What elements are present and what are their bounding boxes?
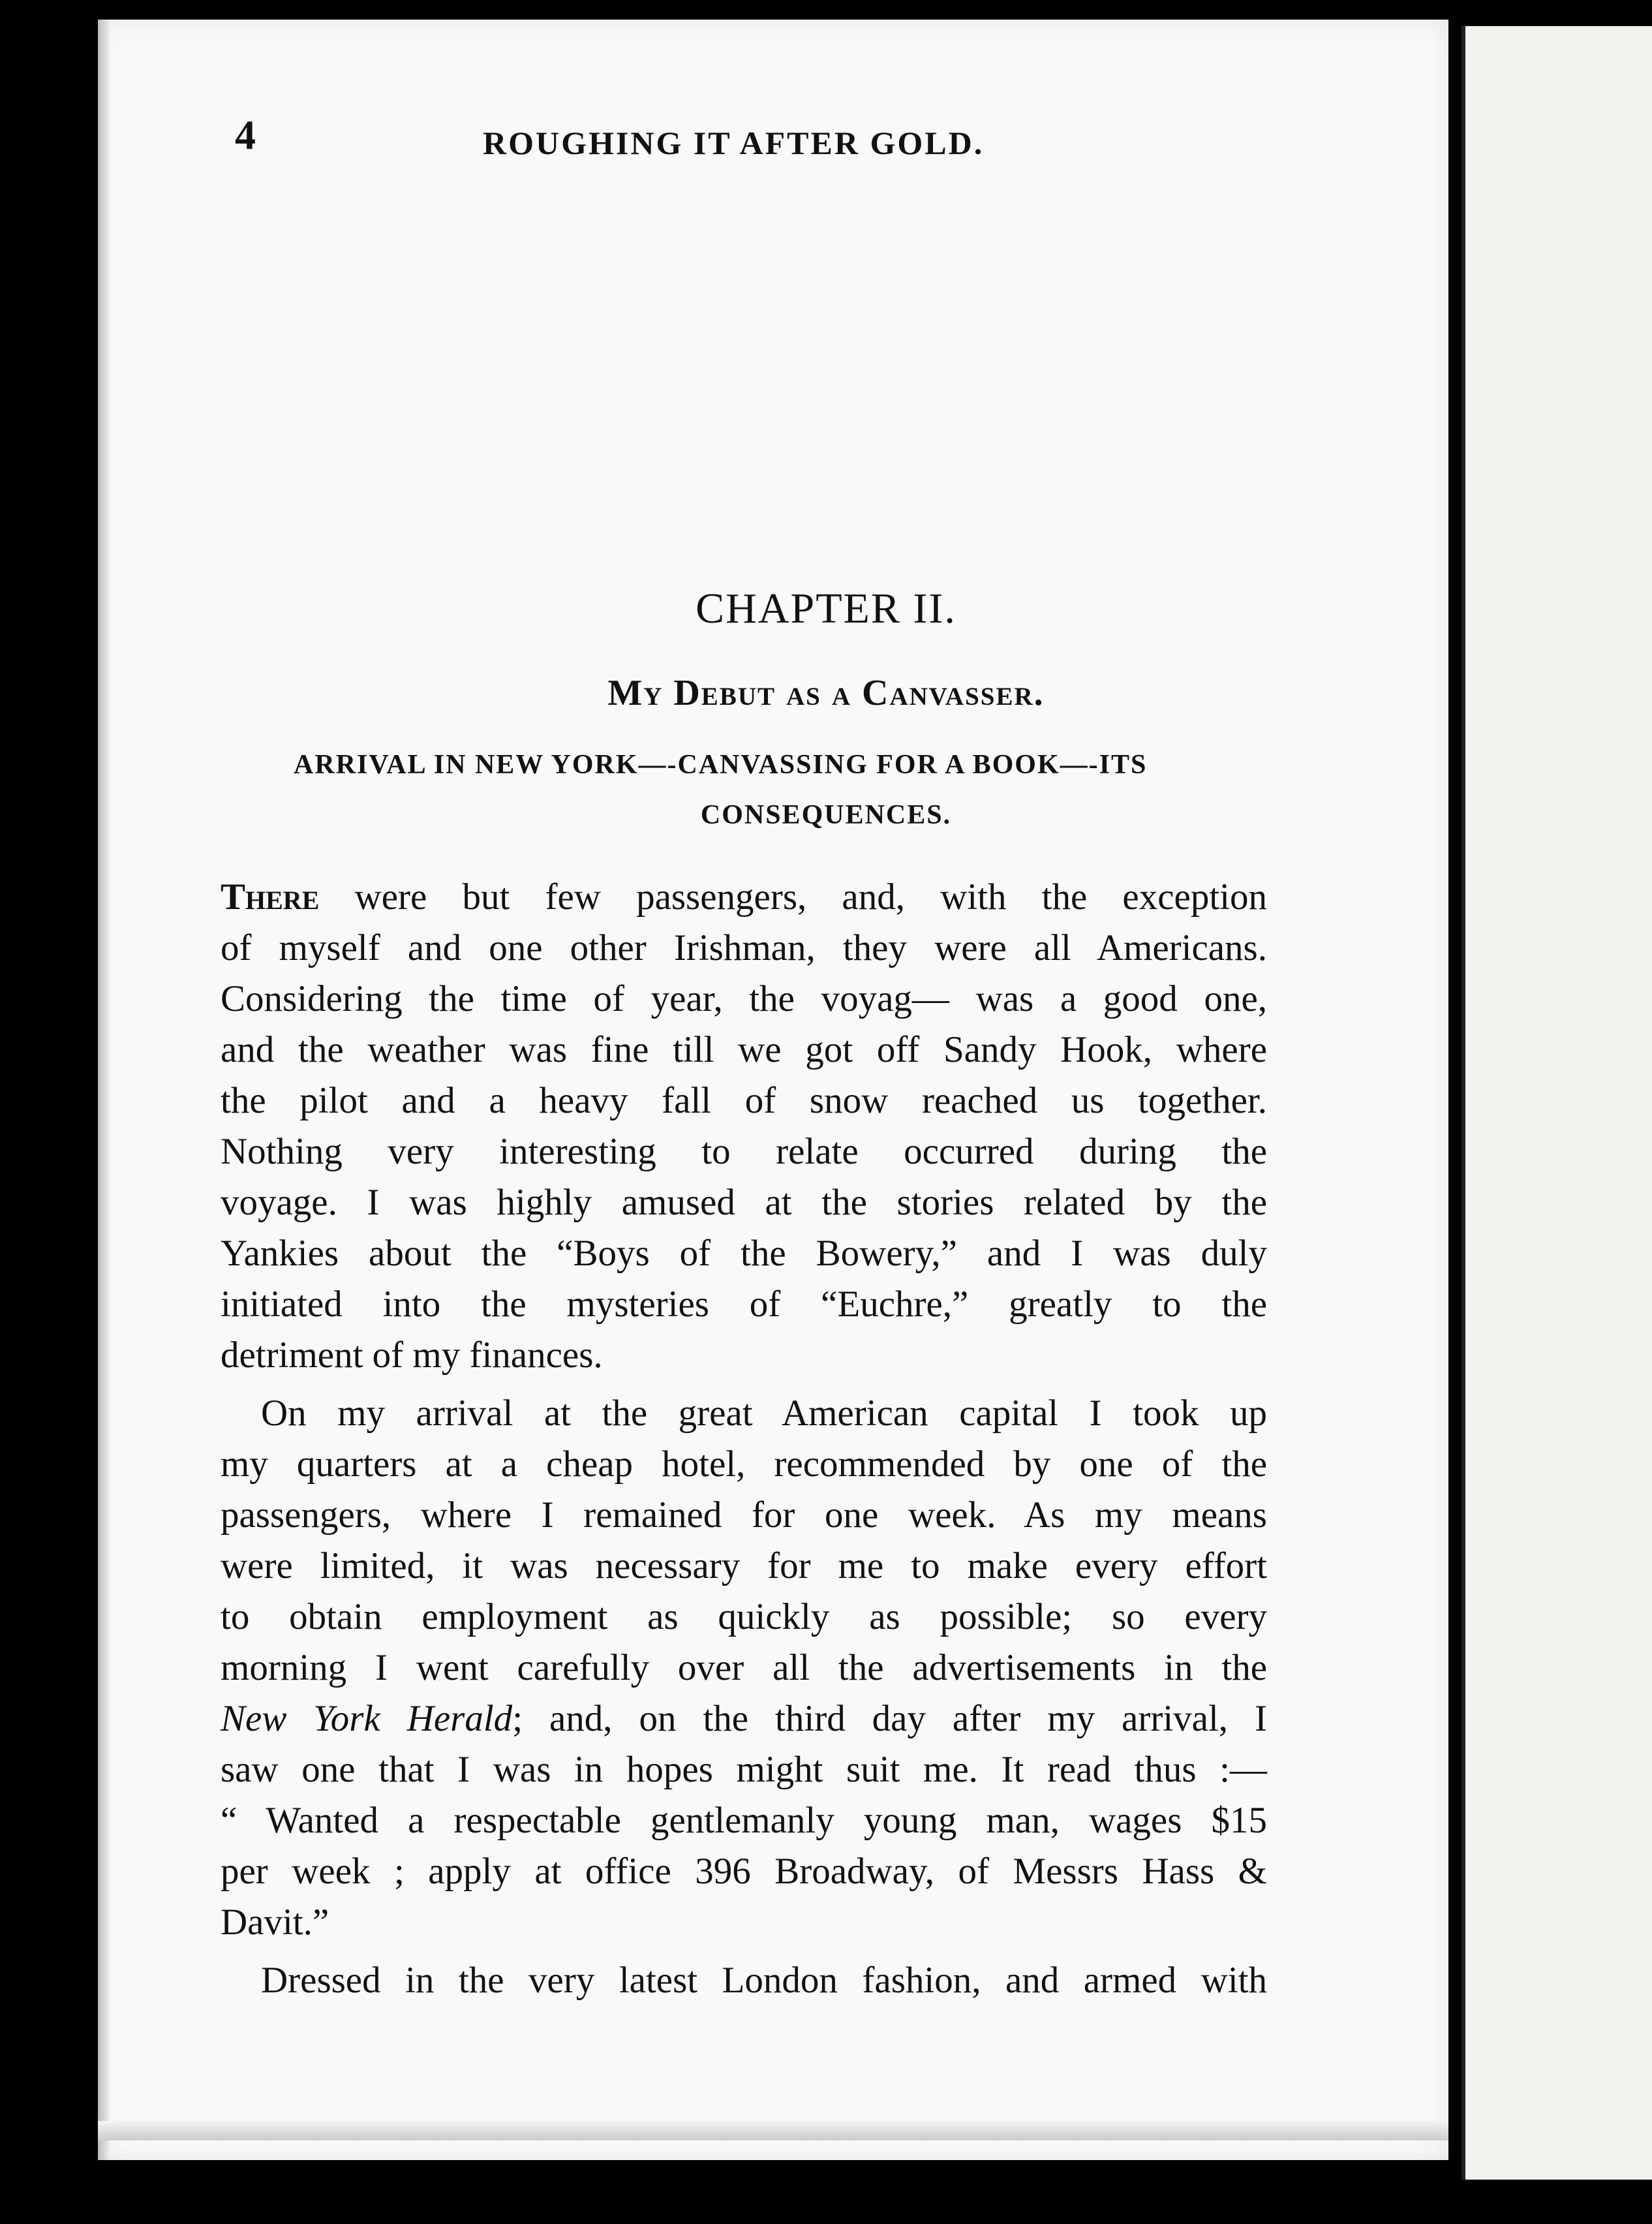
text-line: Considering the time of year, the voyag— was a good one, xyxy=(221,978,1267,1019)
text-line: Davit.” xyxy=(221,1902,329,1943)
text-line: were limited, it was necessary for me to make every effort xyxy=(221,1545,1267,1586)
text-line: voyage. I was highly amused at the stories related by the xyxy=(221,1182,1267,1223)
page-number: 4 xyxy=(235,112,256,158)
chapter-summary-line: ARRIVAL IN NEW YORK—-CANVASSING FOR A BOOK—-ITS xyxy=(294,750,1148,780)
paragraph-lead-word: There xyxy=(221,876,320,918)
text-line: saw one that I was in hopes might suit me. It read thus :— xyxy=(221,1749,1267,1790)
text-line: to obtain employment as quickly as possible; so every xyxy=(221,1596,1267,1637)
text-line xyxy=(221,874,1267,920)
text-line: morning I went carefully over all the advertisements in the xyxy=(221,1647,1267,1688)
page-binding-edge xyxy=(98,20,110,2160)
text-line: passengers, where I remained for one week. As my means xyxy=(221,1494,1267,1536)
chapter-summary-line: CONSEQUENCES. xyxy=(700,800,952,830)
text-line: per week ; apply at office 396 Broadway, of Messrs Hass & xyxy=(221,1851,1267,1892)
adjacent-page-edge xyxy=(1461,26,1652,2180)
text-line: my quarters at a cheap hotel, recommended by one of the xyxy=(221,1444,1267,1485)
text-line: Yankies about the “Boys of the Bowery,” and I was duly xyxy=(221,1233,1267,1274)
text-line: detriment of my finances. xyxy=(221,1335,603,1376)
page-bottom-edge xyxy=(98,2121,1448,2140)
text-line: the pilot and a heavy fall of snow reached us together. xyxy=(221,1080,1267,1121)
text-line: initiated into the mysteries of “Euchre,” greatly to the xyxy=(221,1284,1267,1325)
text-line: “ Wanted a respectable gentlemanly young man, wages $15 xyxy=(221,1800,1267,1841)
text-line: On my arrival at the great American capital I took up xyxy=(261,1393,1267,1434)
text-line: of myself and one other Irishman, they were all Americans. xyxy=(221,927,1267,968)
text-line: Nothing very interesting to relate occurred during the xyxy=(221,1131,1267,1172)
chapter-heading: CHAPTER II. xyxy=(696,585,956,632)
text-line: Dressed in the very latest London fashion, and armed with xyxy=(261,1960,1267,2001)
text-line-rest: were but few passengers, and, with the exception xyxy=(319,876,1267,918)
chapter-title: My Debut as a Canvasser. xyxy=(607,673,1045,713)
text-line xyxy=(221,1696,1267,1742)
newspaper-title: New York Herald xyxy=(221,1698,513,1739)
text-line-rest: ; and, on the third day after my arrival, I xyxy=(512,1698,1267,1739)
running-head: ROUGHING IT AFTER GOLD. xyxy=(483,125,985,161)
text-line: and the weather was fine till we got off Sandy Hook, where xyxy=(221,1029,1267,1070)
